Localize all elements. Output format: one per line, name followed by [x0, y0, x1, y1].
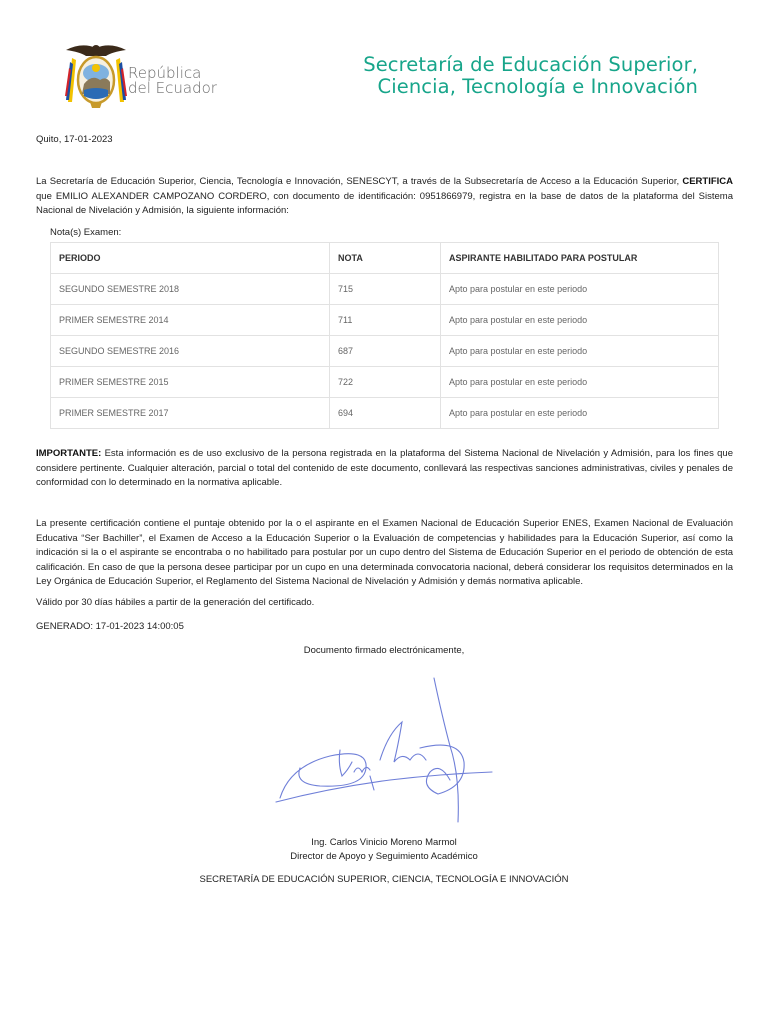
cell-habilitado: Apto para postular en este periodo: [441, 398, 719, 429]
table-row: [51, 305, 719, 336]
certifica-keyword: CERTIFICA: [682, 176, 733, 187]
republica-wordmark: República del Ecuador: [128, 64, 217, 97]
letterhead: [0, 0, 768, 120]
column-header-nota: NOTA: [330, 243, 441, 274]
cell-habilitado: Apto para postular en este periodo: [441, 336, 719, 367]
cell-periodo: PRIMER SEMESTRE 2015: [51, 367, 330, 398]
institution-name: SECRETARÍA DE EDUCACIÓN SUPERIOR, CIENCIA, TECNOLOGÍA E INNOVACIÓN: [199, 874, 569, 885]
table-row: [51, 367, 719, 398]
table-header-row: [51, 243, 719, 274]
signer-name: Ing. Carlos Vinicio Moreno Marmol: [311, 837, 457, 848]
cell-nota: 715: [330, 274, 441, 305]
ministry-title: Secretaría de Educación Superior, Ciencia, Tecnología e Innovación: [363, 53, 698, 98]
document-date: Quito, 17-01-2023: [36, 134, 113, 145]
cell-nota: 694: [330, 398, 441, 429]
handwritten-signature: [270, 676, 500, 826]
cell-periodo: SEGUNDO SEMESTRE 2016: [51, 336, 330, 367]
certification-paragraph: La Secretaría de Educación Superior, Ciencia, Tecnología e Innovación, SENESCYT, a través de la Subsecretaría de Acceso a la Educación Superior, CERTIFICA que EMILIO ALEXANDER CAMPOZANO CORDERO, con documento de identificación: 0951866979, registra en la base de datos de la plataforma del Sistema Nacional de Nivelación y Admisión, la siguiente información:: [36, 176, 733, 216]
cell-periodo: PRIMER SEMESTRE 2017: [51, 398, 330, 429]
cell-nota: 711: [330, 305, 441, 336]
grades-table: [50, 242, 719, 429]
table-row: [51, 336, 719, 367]
signed-electronically-note: Documento firmado electrónicamente,: [303, 645, 465, 656]
cell-periodo: PRIMER SEMESTRE 2014: [51, 305, 330, 336]
cell-habilitado: Apto para postular en este periodo: [441, 274, 719, 305]
cell-habilitado: Apto para postular en este periodo: [441, 367, 719, 398]
column-header-habilitado: ASPIRANTE HABILITADO PARA POSTULAR: [441, 243, 719, 274]
cell-nota: 722: [330, 367, 441, 398]
ecuador-coat-of-arms-icon: [62, 40, 130, 114]
signer-role: Director de Apoyo y Seguimiento Académico: [290, 851, 478, 862]
column-header-periodo: PERIODO: [51, 243, 330, 274]
generated-timestamp: GENERADO: 17-01-2023 14:00:05: [36, 621, 184, 632]
certification-note: La presente certificación contiene el puntaje obtenido por la o el aspirante en el Examen Nacional de Educación Superior ENES, Examen Nacional de Evaluación Educativa “Ser Bachiller”, el Examen de Acceso a la Educación Superior o la Evaluación de competencias y habilidades para la Educación Superior, así como la indicación si la o el aspirante se encontraba o no habilitado para postular por un cupo dentro del Sistema de Educación Superior en el periodo de obtención de esta calificación. En caso de que la persona desee participar por un cupo en una determinada convocatoria nacional, deberá considerar los requisitos determinados en la Ley Orgánica de Educación Superior, el Reglamento del Sistema Nacional de Nivelación y Admisión y demás normativa aplicable.: [36, 518, 733, 587]
cell-habilitado: Apto para postular en este periodo: [441, 305, 719, 336]
table-row: [51, 274, 719, 305]
important-label: IMPORTANTE:: [36, 448, 102, 459]
cell-nota: 687: [330, 336, 441, 367]
validity-note: Válido por 30 días hábiles a partir de la generación del certificado.: [36, 597, 315, 608]
important-notice: IMPORTANTE: Esta información es de uso exclusivo de la persona registrada en la plataforma del Sistema Nacional de Nivelación y Admisión, para los fines que considere pertinente. Cualquier alteración, parcial o total del contenido de este documento, conllevará las respectivas sanciones administrativas, civiles y penales de conformidad con lo determinado en la normativa aplicable.: [36, 448, 733, 488]
table-row: [51, 398, 719, 429]
cell-periodo: SEGUNDO SEMESTRE 2018: [51, 274, 330, 305]
grades-label: Nota(s) Examen:: [50, 227, 122, 238]
